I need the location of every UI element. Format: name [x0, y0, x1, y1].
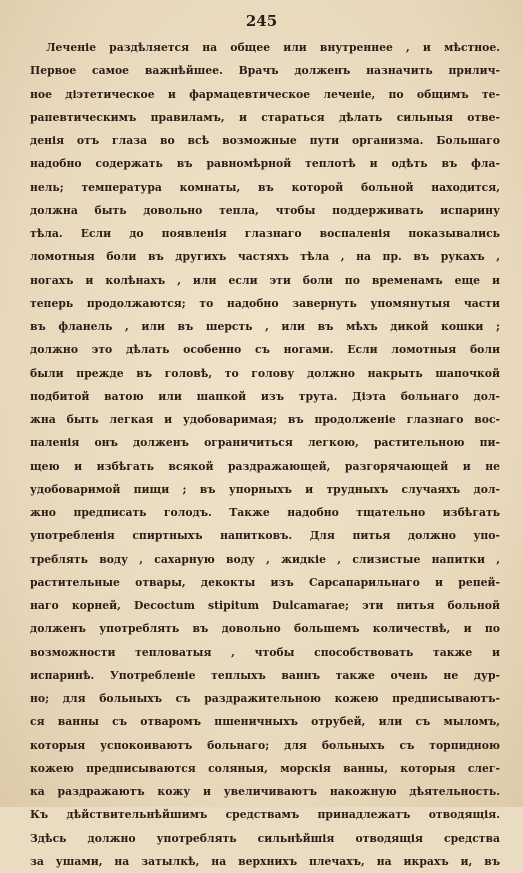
- text-line: должна быть довольно тепла, чтобы поддерживать испарину: [30, 203, 500, 217]
- text-line: растительные отвары, декокты изъ Сарсапарильнаго и репей-: [30, 575, 500, 589]
- text-line: долженъ употреблять въ довольно большемъ количествѣ, и по: [30, 622, 500, 636]
- text-line: но; для больныхъ съ раздражительною кожею предписываютъ-: [30, 692, 500, 705]
- text-line: употребленія спиртныхъ напитковъ. Для питья должно упо-: [30, 529, 500, 543]
- text-line: щею и избѣгать всякой раздражающей, разгорячающей и не: [30, 459, 500, 473]
- text-line: Первое самое важнѣйшее. Врачъ долженъ назначить прилич-: [30, 64, 500, 78]
- text-line: за ушами, на затылкѣ, на верхнихъ плечахъ, на икрахъ и, въ: [30, 854, 500, 868]
- text-line: ногахъ и колѣнахъ , или если эти боли по временамъ еще и: [30, 273, 500, 287]
- text-line: ломотныя боли въ другихъ частяхъ тѣла , на пр. въ рукахъ ,: [30, 250, 500, 264]
- text-line: ное діэтетическое и фармацевтическое леченіе, по общимъ те-: [30, 87, 500, 101]
- text-line: жно предписать голодъ. Также надобно тщательно избѣгать: [30, 506, 500, 519]
- text-line: паленія онъ долженъ ограничиться легкою, растительною пи-: [30, 436, 500, 450]
- text-line: подбитой ватою или шапкой изъ трута. Діэта больнаго дол-: [30, 389, 500, 403]
- text-line: треблять воду , сахарную воду , жидкіе , слизистые напитки ,: [30, 552, 500, 566]
- text-line: денія отъ глаза во всѣ возможные пути организма. Большаго: [30, 134, 500, 147]
- text-line: въ фланель , или въ шерсть , или въ мѣхъ дикой кошки ;: [30, 320, 500, 333]
- text-line: нель; температура комнаты, въ которой больной находится,: [30, 180, 500, 194]
- text-line: теперь продолжаются; то надобно завернуть упомянутыя части: [30, 296, 500, 310]
- text-line: Къ дѣйствительнѣйшимъ средствамъ принадлежатъ отводящія.: [30, 808, 500, 822]
- text-line: возможности тепловатыя , чтобы способствовать также и: [30, 645, 500, 659]
- text-line: удобоваримой пищи ; въ упорныхъ и трудныхъ случаяхъ дол-: [30, 482, 500, 496]
- text-line: тѣла. Если до появленія глазнаго воспаленія показывались: [30, 227, 500, 240]
- text-line: ся ванны съ отваромъ пшеничныхъ отрубей, или съ мыломъ,: [30, 715, 500, 729]
- page-number: 245: [245, 12, 278, 30]
- text-line: испаринѣ. Употребленіе теплыхъ ваннъ также очень не дур-: [30, 668, 500, 682]
- text-line: ка раздражаютъ кожу и увеличиваютъ накожную дѣятельность.: [30, 785, 500, 798]
- text-line: Здѣсь должно употреблять сильнѣйшія отводящія средства: [30, 831, 500, 845]
- text-line: кожею предписываются соляныя, морскія ванны, которыя слег-: [30, 761, 500, 775]
- text-line: надобно содержать въ равномѣрной теплотѣ и одѣть въ фла-: [30, 157, 500, 171]
- text-line: были прежде въ головѣ, то голову должно накрыть шапочкой: [30, 366, 500, 380]
- text-line: рапевтическимъ правиламъ, и стараться дѣлать сильныя отве-: [30, 110, 500, 124]
- body-text: [30, 36, 500, 873]
- text-line: должно это дѣлать особенно съ ногами. Если ломотныя боли: [30, 343, 500, 357]
- text-line: жна быть легкая и удобоваримая; въ продолженіе глазнаго вос-: [30, 413, 500, 426]
- text-line: которыя успокоиваютъ больнаго; для больныхъ съ торпидною: [30, 738, 500, 752]
- text-line: Леченіе раздѣляется на общее или внутреннее , и мѣстное.: [46, 41, 500, 54]
- text-line: наго корней, Decoctum stipitum Dulcamarae; эти питья больной: [30, 599, 500, 612]
